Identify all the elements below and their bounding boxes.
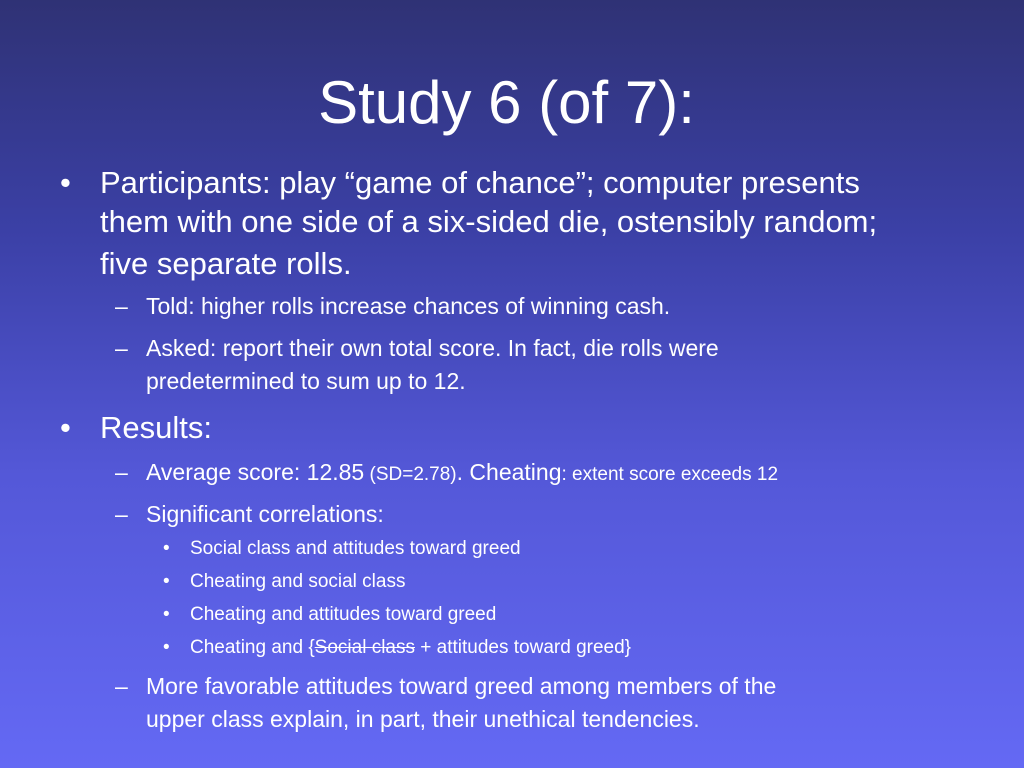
participants-line-2: them with one side of a six-sided die, ostensibly random; — [100, 204, 878, 239]
results-heading: Results: — [100, 410, 212, 445]
slide-title: Study 6 (of 7): — [318, 69, 695, 136]
participants-line-1: Participants: play “game of chance”; computer presents — [100, 165, 860, 200]
dash-marker: – — [115, 335, 128, 361]
sub-bullet-marker: • — [163, 604, 170, 625]
correlation-item: Social class and attitudes toward greed — [190, 538, 521, 559]
conclusion-line-2: upper class explain, in part, their unethical tendencies. — [146, 706, 700, 732]
correlation-item: Cheating and social class — [190, 571, 406, 592]
sub-bullet-marker: • — [163, 637, 170, 658]
correlation-item-mediation — [190, 636, 631, 660]
correlation-item: Cheating and attitudes toward greed — [190, 604, 497, 625]
dash-marker: – — [115, 459, 128, 485]
sub-bullet-marker: • — [163, 571, 170, 592]
conclusion-line-1: More favorable attitudes toward greed among members of the — [146, 673, 777, 699]
sub-bullet-marker: • — [163, 538, 170, 559]
told-line: Told: higher rolls increase chances of winning cash. — [146, 293, 671, 319]
asked-line-2: predetermined to sum up to 12. — [146, 368, 466, 394]
asked-line-1: Asked: report their own total score. In fact, die rolls were — [146, 335, 719, 361]
cheating-definition: : extent score exceeds 12 — [561, 464, 779, 485]
bullet-marker: • — [60, 165, 71, 200]
participants-line-3: five separate rolls. — [100, 246, 352, 281]
dash-marker: – — [115, 673, 128, 699]
average-score: Average score: 12.85 — [146, 459, 365, 485]
bullet-marker: • — [60, 410, 71, 445]
dash-marker: – — [115, 501, 128, 527]
mediation-suffix: + attitudes toward greed} — [415, 637, 632, 658]
dash-marker: – — [115, 293, 128, 319]
mediation-prefix: Cheating and { — [190, 637, 315, 658]
average-score-line — [146, 456, 778, 491]
cheating-label: . Cheating — [456, 459, 562, 485]
struck-social-class: Social class — [314, 637, 415, 658]
significant-correlations-label: Significant correlations: — [146, 501, 384, 527]
standard-deviation: (SD=2.78) — [364, 464, 457, 485]
